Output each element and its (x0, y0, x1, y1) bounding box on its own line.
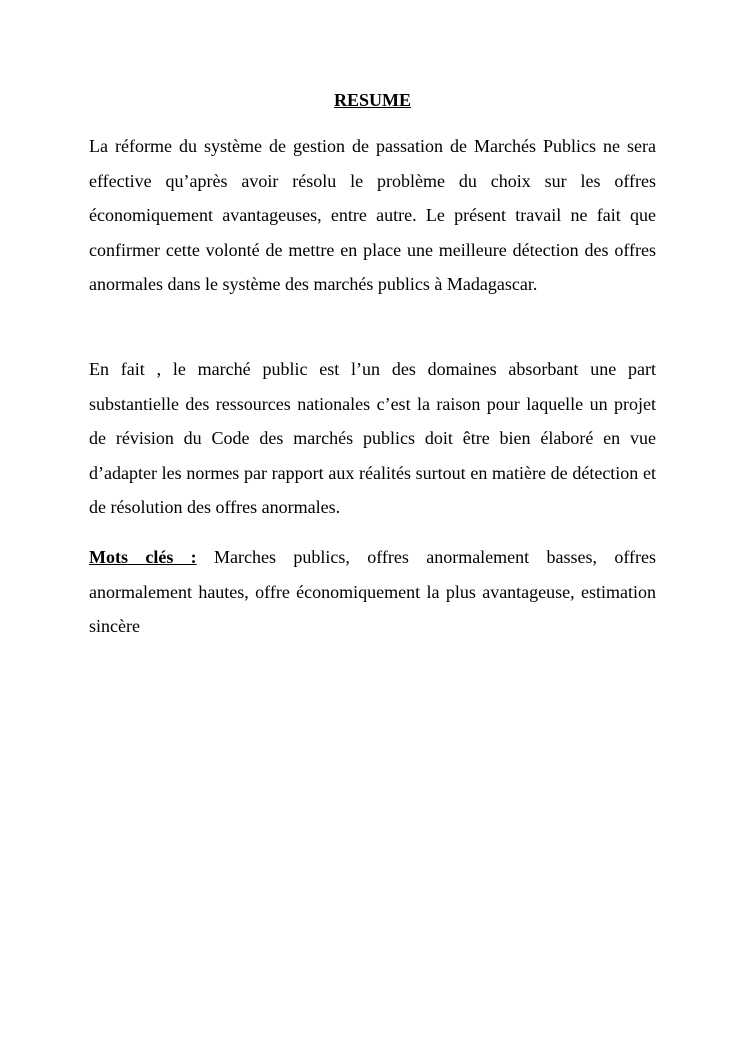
abstract-paragraph-2: En fait , le marché public est l’un des domaines absorbant une part substantielle des ressources nationales c’est la raison pour laquelle un projet de révision du Code des marchés publics doit être bien élaboré en vue d’adapter les normes par rapport aux réalités surtout en matière de détection et de résolution des offres anormales. (89, 359, 656, 517)
keywords-paragraph (89, 540, 656, 644)
page-title: RESUME (333, 90, 411, 110)
abstract-paragraph-1: La réforme du système de gestion de passation de Marchés Publics ne sera effective qu’après avoir résolu le problème du choix sur les offres économiquement avantageuses, entre autre. Le présent travail ne fait que confirmer cette volonté de mettre en place une meilleure détection des offres anormales dans le système des marchés publics à Madagascar. (89, 136, 656, 294)
keywords-label: Mots clés : (89, 547, 197, 567)
keywords-text: Marches publics, offres anormalement basses, offres anormalement hautes, offre économiquement la plus avantageuse, estimation sincère (89, 547, 657, 636)
